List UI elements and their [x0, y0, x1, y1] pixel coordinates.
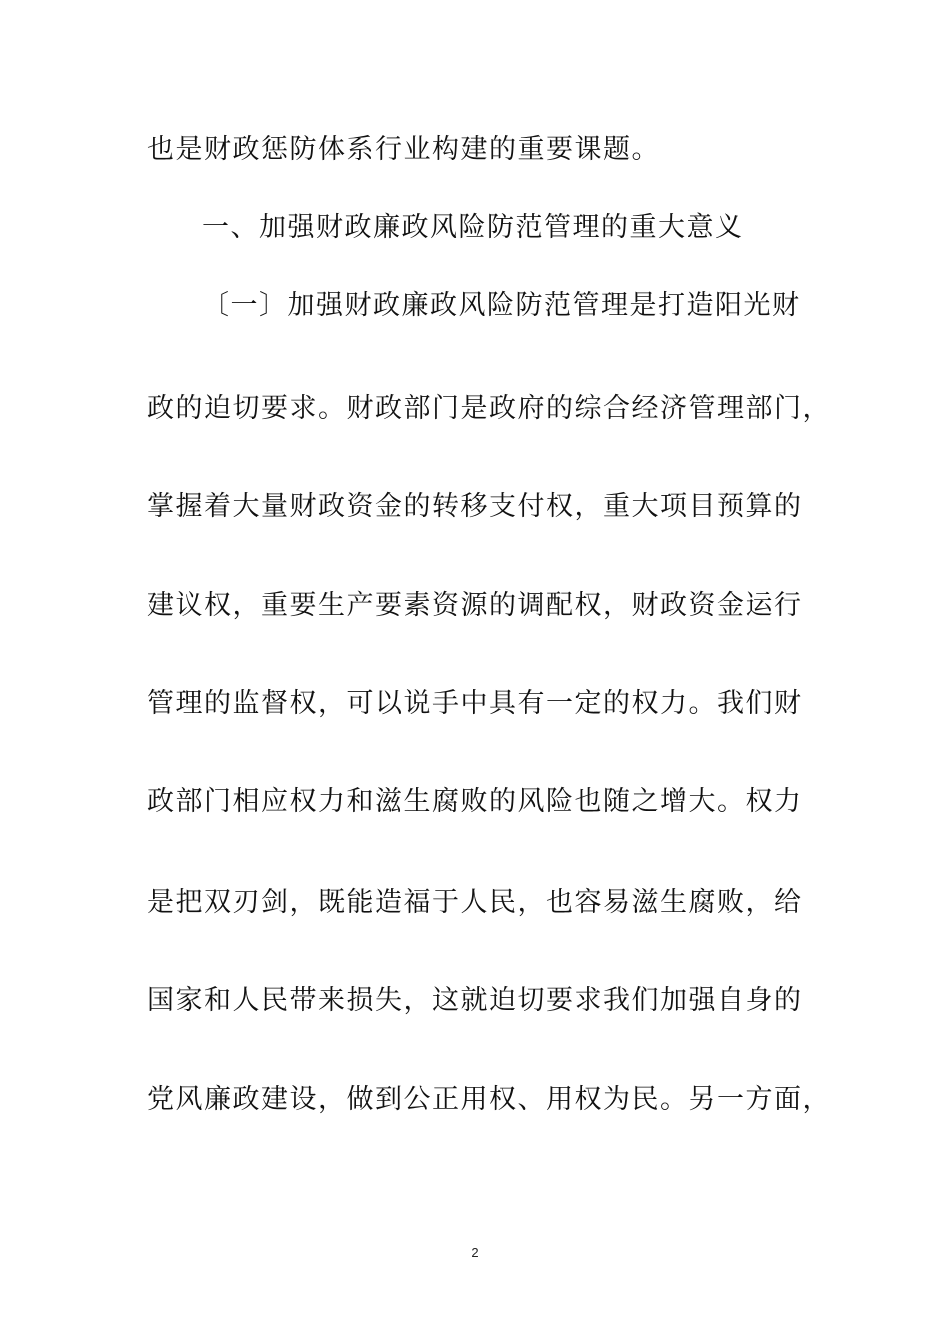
text-line-11: 党风廉政建设，做到公正用权、用权为民。另一方面，	[147, 1084, 831, 1115]
subsection-heading: 〔一〕加强财政廉政风险防范管理是打造阳光财	[202, 290, 801, 321]
text-line-1: 也是财政惩防体系行业构建的重要课题。	[147, 134, 660, 165]
page-number: 2	[471, 1245, 479, 1260]
text-line-6: 建议权，重要生产要素资源的调配权，财政资金运行	[147, 590, 803, 621]
text-line-5: 掌握着大量财政资金的转移支付权，重大项目预算的	[147, 491, 803, 522]
text-line-10: 国家和人民带来损失，这就迫切要求我们加强自身的	[147, 985, 803, 1016]
section-heading: 一、加强财政廉政风险防范管理的重大意义	[202, 212, 744, 243]
text-line-4: 政的迫切要求。财政部门是政府的综合经济管理部门，	[147, 393, 831, 424]
text-line-8: 政部门相应权力和滋生腐败的风险也随之增大。权力	[147, 786, 803, 817]
text-line-9: 是把双刃剑，既能造福于人民，也容易滋生腐败，给	[147, 887, 803, 918]
text-line-7: 管理的监督权，可以说手中具有一定的权力。我们财	[147, 688, 803, 719]
